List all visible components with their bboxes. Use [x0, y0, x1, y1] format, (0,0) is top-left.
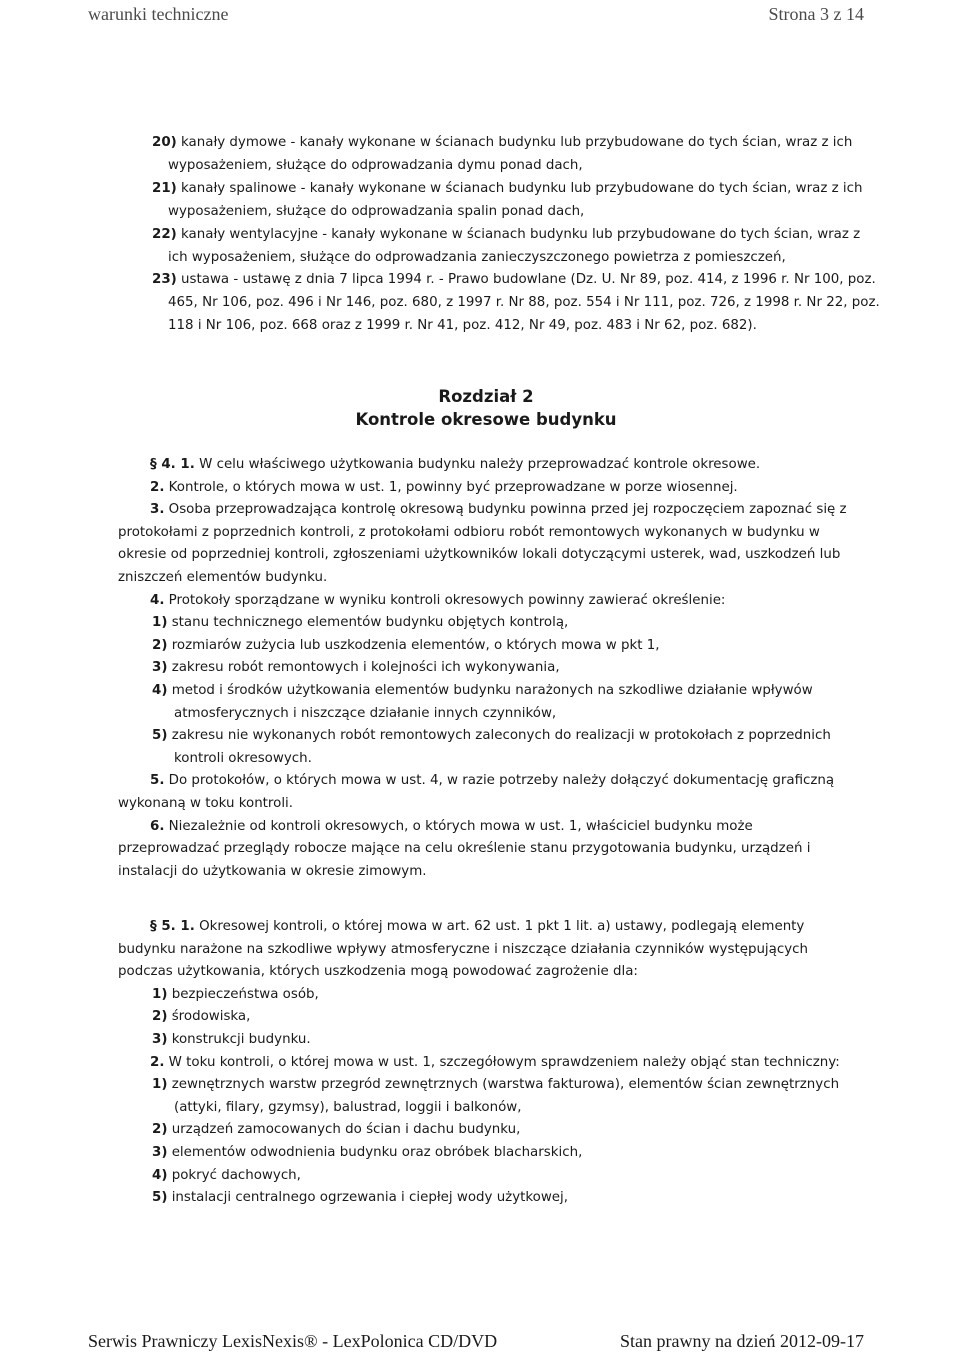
list-item: 4) pokryć dachowych, — [152, 1167, 301, 1183]
chapter-title: Kontrole okresowe budynku — [355, 409, 617, 429]
definitions-list — [152, 132, 880, 338]
list-item: 3) elementów odwodnienia budynku oraz obróbek blacharskich, — [152, 1144, 583, 1160]
page-header — [88, 4, 864, 26]
paragraph: 2. Kontrole, o których mowa w ust. 1, powinny być przeprowadzane w porze wiosennej. — [150, 479, 738, 495]
list-item: 5) zakresu nie wykonanych robót remontowych zaleconych do realizacji w protokołach z poprzednich kontroli okresowych. — [152, 728, 831, 766]
paragraph: 4. Protokoły sporządzane w wyniku kontroli okresowych powinny zawierać określenie: — [150, 592, 726, 608]
chapter-label: Rozdział 2 — [438, 387, 534, 406]
paragraph: 2. W toku kontroli, o której mowa w ust. 1, szczegółowym sprawdzeniem należy objąć stan techniczny: — [150, 1054, 840, 1070]
chapter-heading — [118, 386, 854, 431]
list-item: 1) zewnętrznych warstw przegród zewnętrznych (warstwa fakturowa), elementów ścian zewnętrznych (attyki, filary, gzymsy), balustrad, loggii i balkonów, — [152, 1077, 840, 1115]
header-title: warunki techniczne — [88, 4, 229, 24]
list-item: 3) zakresu robót remontowych i kolejności ich wykonywania, — [152, 660, 560, 676]
paragraph: 6. Niezależnie od kontroli okresowych, o których mowa w ust. 1, właściciel budynku może przeprowadzać przeglądy robocze mające na celu określenie stanu przygotowania budynku, urządzeń i instalacji do użytkowania w okresie zimowym. — [118, 818, 811, 879]
definition-item: 23) ustawa - ustawę z dnia 7 lipca 1994 r. - Prawo budowlane (Dz. U. Nr 89, poz. 414, z 1996 r. Nr 100, poz. 465, Nr 106, poz. 496 i Nr 146, poz. 680, z 1997 r. Nr 88, poz. 554 i Nr 111, poz. 726, z 1998 r. Nr 22, poz. 118 i Nr 106, poz. 668 oraz z 1999 r. Nr 41, poz. 412, Nr 49, poz. 483 i Nr 62, poz. 682). — [152, 272, 880, 334]
paragraph: 3. Osoba przeprowadzająca kontrolę okresową budynku powinna przed jej rozpoczęciem zapoznać się z protokołami z poprzednich kontroli, z protokołami odbioru robót remontowych wykonanych w budynku w okresie od poprzedniej kontroli, zgłoszeniami użytkowników lokali dotyczącymi usterek, wad, uszkodzeń lub zniszczeń elementów budynku. — [118, 502, 847, 585]
list-item: 2) urządzeń zamocowanych do ścian i dachu budynku, — [152, 1122, 521, 1138]
footer-source: Serwis Prawniczy LexisNexis® - LexPolonica CD/DVD — [88, 1331, 498, 1351]
list-item: 2) środowiska, — [152, 1009, 251, 1025]
page-footer — [88, 1331, 864, 1353]
paragraph: 5. Do protokołów, o których mowa w ust. 4, w razie potrzeby należy dołączyć dokumentację graficzną wykonaną w toku kontroli. — [118, 773, 835, 811]
list-item: 1) stanu technicznego elementów budynku objętych kontrolą, — [152, 615, 569, 631]
section-4 — [118, 454, 854, 883]
list-item: 3) konstrukcji budynku. — [152, 1031, 311, 1047]
list-item: 5) instalacji centralnego ogrzewania i ciepłej wody użytkowej, — [152, 1190, 569, 1206]
definition-item: 22) kanały wentylacyjne - kanały wykonane w ścianach budynku lub przybudowane do tych ścian, wraz z ich wyposażeniem, służące do odprowadzania zanieczyszczonego powietrza z pomieszczeń, — [152, 226, 861, 265]
definition-item: 21) kanały spalinowe - kanały wykonane w ścianach budynku lub przybudowane do tych ścian, wraz z ich wyposażeniem, służące do odprowadzania spalin ponad dach, — [152, 180, 863, 219]
page-number: Strona 3 z 14 — [768, 4, 864, 24]
list-item: 2) rozmiarów zużycia lub uszkodzenia elementów, o których mowa w pkt 1, — [152, 637, 660, 653]
list-item: 4) metod i środków użytkowania elementów budynku narażonych na szkodliwe działanie wpływów atmosferycznych i niszczące działanie innych czynników, — [152, 682, 813, 721]
list-item: 1) bezpieczeństwa osób, — [152, 986, 319, 1002]
footer-date: Stan prawny na dzień 2012-09-17 — [620, 1331, 864, 1351]
definition-item: 20) kanały dymowe - kanały wykonane w ścianach budynku lub przybudowane do tych ścian, wraz z ich wyposażeniem, służące do odprowadzania dymu ponad dach, — [152, 135, 853, 173]
paragraph: § 4. 1. W celu właściwego użytkowania budynku należy przeprowadzać kontrole okresowe. — [150, 457, 761, 472]
paragraph: § 5. 1. Okresowej kontroli, o której mowa w art. 62 ust. 1 pkt 1 lit. a) ustawy, podlegają elementy budynku narażone na szkodliwe wpływy atmosferyczne i niszczące działania czynników występujących podczas użytkowania, których uszkodzenia mogą powodować zagrożenie dla: — [118, 919, 808, 980]
section-5 — [118, 916, 854, 1210]
